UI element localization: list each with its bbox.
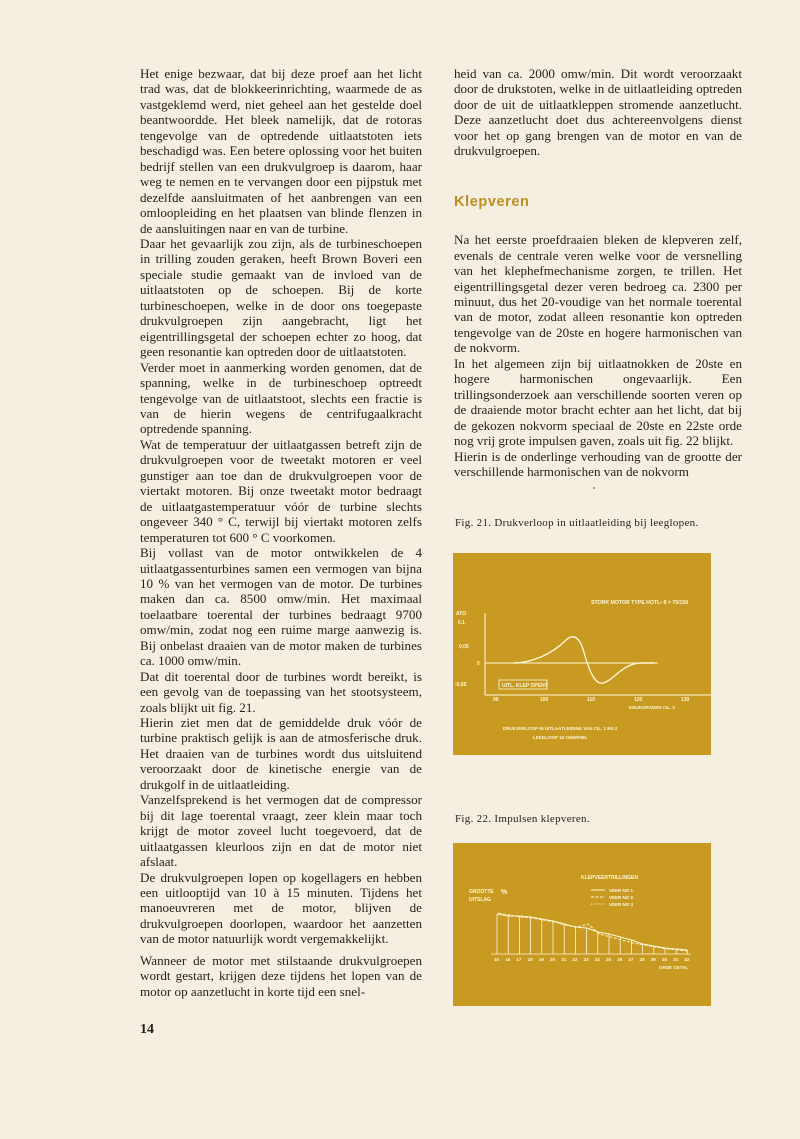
fig22-x-tick: 24: [594, 957, 600, 962]
fig22-legend-item: VEER NO 3: [609, 902, 634, 907]
fig22-title: KLEPVEERTRILLINGEN: [581, 875, 638, 881]
paragraph: Dat dit toerental door de turbines wordt bereikt, is een gevolg van de toepassing van het stootsysteem, zoals blijkt uit fig. 21.: [140, 668, 422, 715]
fig22-x-tick: 29: [650, 957, 656, 962]
fig21-y-tick: -0,05: [455, 682, 467, 688]
fig21-header: STORK MOTOR TYPE HOTL• 8 × 75/150: [591, 600, 689, 606]
fig21-y-unit2: 0,1: [458, 620, 465, 626]
paragraph: In het algemeen zijn bij uitlaatnokken de 20ste en hogere harmonischen ongevaarlijk. Een trillingsonderzoek aan verschillende soorten veren op de draaiende motor bracht echter aan het licht, dat bij de gekozen nokvorm speciaal de 20ste en 22ste orde nog vrij grote impulsen gaven, zoals uit fig. 22 blijkt.: [454, 355, 742, 449]
fig22-x-ticks: [494, 957, 690, 962]
fig21-subtitle: LEEGLOOP 16 OMW/MIN.: [533, 735, 588, 740]
fig22-yunit: %: [501, 889, 508, 896]
figure-22: [453, 843, 711, 1006]
fig21-x-tick: 90: [493, 697, 499, 703]
fig22-x-tick: 15: [494, 957, 500, 962]
fig22-plot: [453, 843, 711, 1006]
fig21-y-tick: 0,05: [459, 644, 469, 650]
fig22-ylabel: UITSLAG: [469, 897, 491, 903]
fig21-subtitle: DRUKVERLOOP IN UITLAATLEIDING VAN CIL. 1 EN 2: [503, 726, 618, 731]
fig22-x-tick: 28: [639, 957, 645, 962]
right-column: [454, 66, 742, 479]
figure-21-caption: Fig. 21. Drukverloop in uitlaatleiding bij leeglopen.: [455, 517, 699, 529]
fig22-x-tick: 30: [662, 957, 668, 962]
fig22-x-tick: 31: [673, 957, 679, 962]
fig21-valve-label: UITL. KLEP OPENT: [502, 683, 548, 689]
fig22-x-tick: 26: [617, 957, 623, 962]
fig21-y-tick: 0: [477, 661, 480, 667]
paragraph: De drukvulgroepen lopen op kogellagers en hebben een uitlooptijd van 10 à 15 minuten. Tijdens het manoeuvreren met de motor, blijven de drukvulgroepen doorlopen, waardoor het aanzetten van de motor natuurlijk wordt vergemakkelijkt.: [140, 869, 422, 947]
paragraph: Hierin ziet men dat de gemiddelde druk vóór de turbine praktisch gelijk is aan de atmosferische druk. Het draaien van de turbines wordt dus uitsluitend veroorzaakt door de kinetische energie van de drukgolf in de uitlaatleiding.: [140, 715, 422, 792]
fig22-x-tick: 27: [628, 957, 634, 962]
fig22-x-tick: 32: [684, 957, 690, 962]
fig21-plot: [453, 553, 711, 755]
fig22-envelope-veer1: [497, 914, 687, 950]
section-heading: Klepveren: [454, 193, 530, 210]
fig21-x-tick: 110: [587, 697, 596, 703]
figure-22-caption: Fig. 22. Impulsen klepveren.: [455, 813, 590, 825]
fig22-x-tick: 19: [538, 957, 544, 962]
left-column: [140, 66, 422, 999]
fig22-legend-item: VEER NO 1: [609, 888, 634, 893]
paragraph: Het enige bezwaar, dat bij deze proef aan het licht trad was, dat de blokkeerinrichting, waarmede de as vastgeklemd werd, niet geheel aan het gestelde doel beantwoordde. Het bleek namelijk, dat de rotoras tengevolge van de optredende uitlaatstoten iets beschadigd was. Een betere oplossing voor het buiten bedrijf stellen van een drukvulgroep is daarom, haar weg te nemen en te vervangen door een pijpstuk met dezelfde aansluitmaten of het aanbrengen van een omloopleiding en het plaatsen van blinde flenzen in de aansluitingen naar en van de turbine.: [140, 66, 422, 236]
fig21-y-unit: ATO: [456, 611, 467, 617]
paragraph: Daar het gevaarlijk zou zijn, als de turbineschoepen in trilling zouden geraken, heeft Brown Boveri een speciale studie gemaakt van de invloed van de uitlaatstoten op de schoepen. Bij de korte turbineschoepen, welke in de door ons toegepaste drukvulgroepen zijn aangebracht, ligt het eigentrillingsgetal der schoepen echter zo hoog, dat geen resonantie kan optreden door de uitlaatstoten.: [140, 235, 422, 360]
fig22-x-tick: 23: [583, 957, 589, 962]
fig22-x-tick: 21: [561, 957, 567, 962]
fig22-envelope-veer2: [499, 913, 689, 951]
paragraph: Verder moet in aanmerking worden genomen, dat de spanning, welke in de turbineschoep optreedt tengevolge van de uitlaatstoot, slechts een fractie is van de hierin wegens de centrifugaalkracht optredende spanning.: [140, 359, 422, 437]
fig22-x-tick: 20: [550, 957, 556, 962]
fig21-x-tick: 120: [634, 697, 643, 703]
paragraph: heid van ca. 2000 omw/min. Dit wordt veroorzaakt door de drukstoten, welke in de uitlaatleiding optreden door de uit de uitlaatkleppen stromende aanzetlucht. Deze aanzetlucht doet dus achtereenvolgens dienst voor het op gang brengen van de motor en van de drukvulgroepen.: [454, 66, 742, 159]
fig21-x-label: KRUKGRADEN CIL. 2: [629, 705, 676, 710]
figure-21: [453, 553, 711, 755]
fig22-x-tick: 22: [572, 957, 578, 962]
paragraph: Vanzelfsprekend is het vermogen dat de compressor bij dit lage toerental vraagt, zeer klein maar toch krijgt de motor zoveel lucht toegevoerd, dat de uitlaatgassen kleurloos zijn en dat de motor niet afslaat.: [140, 792, 422, 870]
fig22-legend-item: VEER NO 2: [609, 895, 634, 900]
paragraph: Wanneer de motor met stilstaande drukvulgroepen wordt gestart, krijgen deze tijdens het lopen van de motor op aanzetlucht in korte tijd een snel-: [140, 952, 422, 999]
paragraph: Bij vollast van de motor ontwikkelen de 4 uitlaatgassenturbines samen een vermogen van bijna 10 % van het vermogen van de motor. De turbines maken dan ca. 8500 omw/min. Het maximaal toelaatbare toerental der turbines bedraagt 9700 omw/min, zodat nog een ruime marge aanwezig is. Bij onbelast draaien van de motor maken de turbines ca. 1000 omw/min.: [140, 545, 422, 669]
fig21-pressure-curve: [513, 637, 655, 683]
fig22-ylabel: GROOTTE: [469, 889, 494, 895]
fig21-x-tick: 130: [681, 697, 690, 703]
fig21-x-tick: 100: [540, 697, 549, 703]
paragraph: Hierin is de onderlinge verhouding van de grootte der verschillende harmonischen van de nokvorm: [454, 448, 742, 479]
fig22-x-label: ORDE GETAL: [659, 965, 689, 970]
fig22-x-tick: 16: [505, 957, 511, 962]
fig22-x-tick: 25: [606, 957, 612, 962]
stray-dot: [593, 487, 595, 489]
page-number: 14: [140, 1022, 154, 1037]
fig22-x-tick: 18: [527, 957, 533, 962]
paragraph: Na het eerste proefdraaien bleken de klepveren zelf, evenals de centrale veren welke voor de versnelling van het klephefmechanisme zorgen, te trillen. Het eigentrillingsgetal dezer veren bedroeg ca. 2300 per minuut, dus het 20-voudige van het normale toerental van de motor, zodat alleen resonantie kon optreden tengevolge van de 20ste en hogere harmonischen van de nokvorm.: [454, 232, 742, 356]
paragraph: Wat de temperatuur der uitlaatgassen betreft zijn de drukvulgroepen voor de tweetakt motoren er veel gunstiger aan toe dan de drukvulgroepen voor de viertakt motoren. Bij onze tweetakt motor bedraagt de uitlaatgastemperatuur vóór de turbine slechts ongeveer 340 ° C, terwijl bij viertakt motoren zelfs temperaturen tot 600 ° C voorkomen.: [140, 436, 422, 545]
fig22-x-tick: 17: [516, 957, 522, 962]
